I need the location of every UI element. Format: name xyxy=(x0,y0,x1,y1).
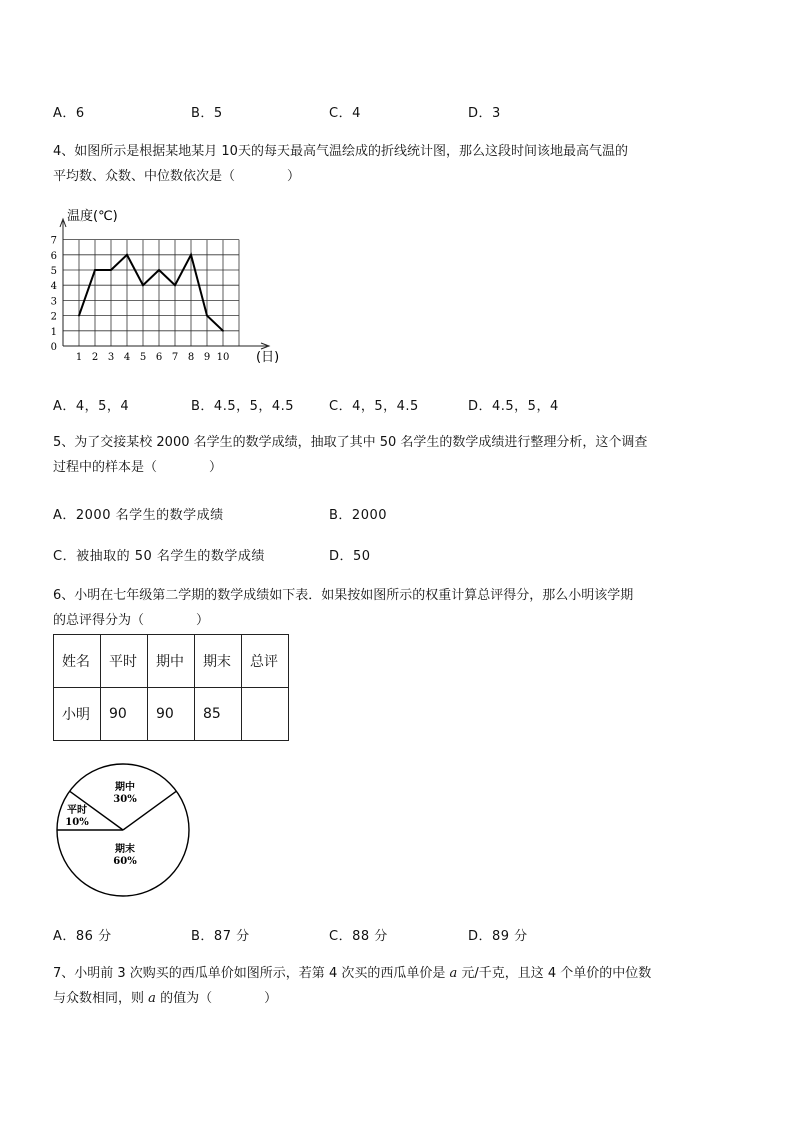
table-row xyxy=(54,688,289,741)
q5-option-b: B．2000 xyxy=(329,508,388,523)
q7-stem-line1: 7、小明前 3 次购买的西瓜单价如图所示，若第 4 次买的西瓜单价是 a 元/千克，且这 4 个单价的中位数 xyxy=(53,966,652,981)
q5-option-c: C．被抽取的 50 名学生的数学成绩 xyxy=(53,549,265,564)
table-header-row xyxy=(54,635,289,688)
table-cell: 85 xyxy=(195,688,242,741)
data-point xyxy=(142,284,144,286)
table-header-cell: 期末 xyxy=(195,635,242,688)
table-cell: 90 xyxy=(101,688,148,741)
q6-option-c: C．88 分 xyxy=(329,929,388,944)
q5-stem-line1: 5、为了交接某校 2000 名学生的数学成绩，抽取了其中 50 名学生的数学成绩进行整理分析，这个调查 xyxy=(53,435,648,450)
pie-slice-percent: 60% xyxy=(113,856,137,867)
q5-stem-line2: 过程中的样本是（ ） xyxy=(53,460,223,475)
q3-option-b: B．5 xyxy=(191,106,223,121)
y-tick-label: 4 xyxy=(50,281,57,293)
y-tick-label: 1 xyxy=(50,326,57,338)
table-header-cell: 期中 xyxy=(148,635,195,688)
q4-option-a: A．4，5，4 xyxy=(53,399,130,414)
data-point xyxy=(126,254,128,256)
data-point xyxy=(222,330,224,332)
data-point xyxy=(78,315,80,317)
table-cell xyxy=(242,688,289,741)
q4-option-b: B．4.5，5，4.5 xyxy=(191,399,295,414)
variable-a: a xyxy=(148,991,156,1006)
pie-slice-name: 期末 xyxy=(115,844,135,855)
table-cell: 小明 xyxy=(54,688,101,741)
q4-option-d: D．4.5，5，4 xyxy=(468,399,559,414)
weight-pie-chart xyxy=(50,760,200,905)
q5-option-a: A．2000 名学生的数学成绩 xyxy=(53,508,224,523)
table-header-cell: 姓名 xyxy=(54,635,101,688)
x-tick-label: 7 xyxy=(171,352,179,363)
y-tick-label: 5 xyxy=(50,266,57,277)
data-point xyxy=(94,269,96,271)
y-tick-label: 3 xyxy=(50,296,57,308)
temperature-line-chart xyxy=(40,205,300,370)
table-header-cell: 总评 xyxy=(242,635,289,688)
q6-option-a: A．86 分 xyxy=(53,929,112,944)
q3-option-d: D．3 xyxy=(468,106,501,121)
q4-option-c: C．4，5，4.5 xyxy=(329,399,419,414)
score-table xyxy=(53,634,289,741)
x-tick-label: 1 xyxy=(75,352,83,363)
q5-option-d: D．50 xyxy=(329,549,371,564)
data-point xyxy=(174,284,176,286)
q6-stem-line2: 的总评得分为（ ） xyxy=(53,613,210,628)
data-point xyxy=(158,269,160,271)
x-tick-label: 8 xyxy=(187,352,195,363)
y-tick-label: 6 xyxy=(50,250,57,262)
x-tick-label: 5 xyxy=(139,352,147,363)
data-point xyxy=(206,315,208,317)
q4-stem-line1: 4、如图所示是根据某地某月 10天的每天最高气温绘成的折线统计图，那么这段时间该地最高气温的 xyxy=(53,144,628,159)
pie-slice-name: 期中 xyxy=(115,782,135,793)
variable-a: a xyxy=(449,966,458,981)
series-line xyxy=(79,255,223,331)
pie-slice-percent: 30% xyxy=(113,794,137,805)
q7-stem-line2: 与众数相同，则 a 的值为（ ） xyxy=(53,991,278,1006)
chart-x-axis-label: (日) xyxy=(256,350,280,365)
table-cell: 90 xyxy=(148,688,195,741)
chart-y-axis-label: 温度(℃) xyxy=(67,209,118,224)
y-tick-label: 0 xyxy=(50,342,57,353)
x-tick-label: 6 xyxy=(155,352,163,363)
x-tick-label: 2 xyxy=(91,352,99,363)
x-tick-label: 4 xyxy=(123,352,131,363)
q6-option-d: D．89 分 xyxy=(468,929,528,944)
y-tick-label: 2 xyxy=(50,311,57,323)
x-tick-label: 9 xyxy=(203,352,211,363)
pie-slice-name: 平时 xyxy=(67,805,87,816)
q6-stem-line1: 6、小明在七年级第二学期的数学成绩如下表．如果按如图所示的权重计算总评得分，那么小明该学期 xyxy=(53,588,634,603)
q6-option-b: B．87 分 xyxy=(191,929,250,944)
q3-option-a: A．6 xyxy=(53,106,85,121)
q3-option-c: C．4 xyxy=(329,106,361,121)
x-tick-label: 3 xyxy=(107,352,115,363)
data-point xyxy=(190,254,192,256)
table-header-cell: 平时 xyxy=(101,635,148,688)
q4-stem-line2: 平均数、众数、中位数依次是（ ） xyxy=(53,169,301,184)
data-point xyxy=(110,269,112,271)
y-tick-label: 7 xyxy=(50,235,57,247)
x-tick-label: 10 xyxy=(216,352,230,363)
pie-slice-percent: 10% xyxy=(65,817,89,828)
